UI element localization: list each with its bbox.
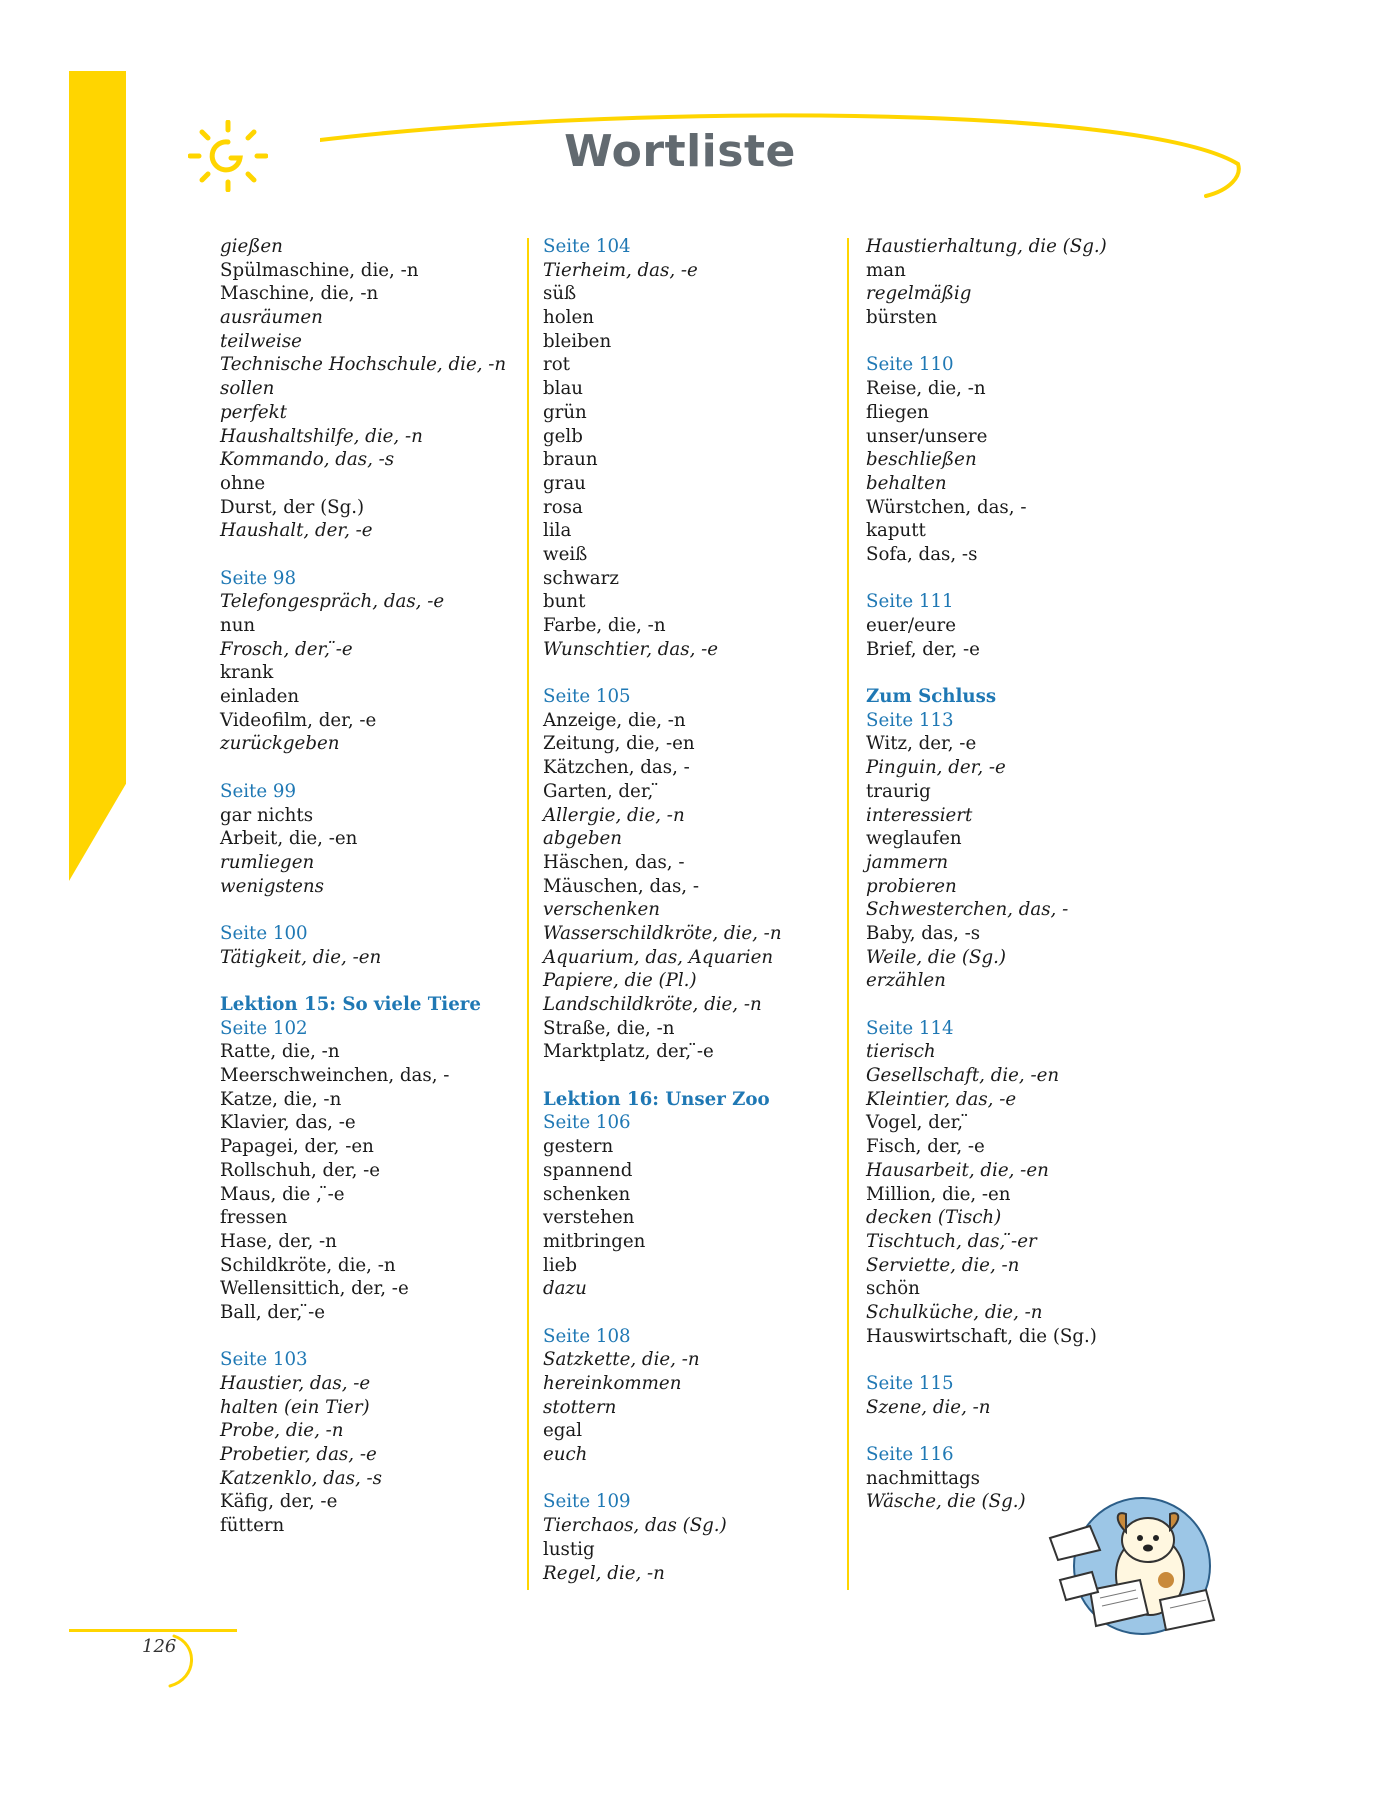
vocabulary-entry: Katze, die, -n xyxy=(220,1088,342,1110)
vocabulary-entry: Häschen, das, - xyxy=(543,851,685,873)
vocabulary-entry: traurig xyxy=(866,780,931,802)
word-section xyxy=(866,1372,1166,1419)
vocabulary-entry: bürsten xyxy=(866,307,938,329)
vocabulary-entry: Haushalt, der, -e xyxy=(220,520,373,542)
vocabulary-entry: abgeben xyxy=(543,828,623,850)
vocabulary-entry: weiß xyxy=(543,543,588,565)
vocabulary-entry: Hase, der, -n xyxy=(220,1230,337,1252)
vocabulary-entry: Katzenklo, das, -s xyxy=(220,1467,383,1489)
vocabulary-entry: unser/unsere xyxy=(866,425,988,447)
page-reference-heading: Seite 114 xyxy=(866,1017,954,1039)
page-reference-heading: Seite 103 xyxy=(220,1349,308,1371)
vocabulary-entry: süß xyxy=(543,283,577,305)
vocabulary-entry: behalten xyxy=(866,472,947,494)
vocabulary-entry: Szene, die, -n xyxy=(866,1396,991,1418)
vocabulary-entry: Wasserschildkröte, die, -n xyxy=(543,922,782,944)
dog-with-papers-illustration xyxy=(1030,1480,1230,1640)
page-number-swoosh xyxy=(168,1634,198,1688)
vocabulary-entry: Hauswirtschaft, die (Sg.) xyxy=(866,1325,1097,1347)
vocabulary-entry: lieb xyxy=(543,1254,578,1276)
vocabulary-entry: rot xyxy=(543,354,570,376)
vocabulary-entry: rosa xyxy=(543,496,583,518)
vocabulary-entry: lila xyxy=(543,520,572,542)
vocabulary-entry: Wunschtier, das, -e xyxy=(543,638,719,660)
page-number: 126 xyxy=(142,1636,177,1657)
vocabulary-entry: Reise, die, -n xyxy=(866,378,986,400)
vocabulary-entry: Witz, der, -e xyxy=(866,733,977,755)
vocabulary-entry: lustig xyxy=(543,1538,595,1560)
word-column-1 xyxy=(220,235,520,1562)
vocabulary-entry: füttern xyxy=(220,1515,285,1537)
sun-icon xyxy=(188,120,268,192)
vocabulary-entry: Probe, die, -n xyxy=(220,1420,344,1442)
vocabulary-entry: Zeitung, die, -en xyxy=(543,733,695,755)
word-section xyxy=(220,235,520,543)
vocabulary-entry: gestern xyxy=(543,1136,614,1158)
vocabulary-entry: Ball, der, ̈-e xyxy=(220,1301,325,1323)
vocabulary-entry: nun xyxy=(220,615,256,636)
vocabulary-entry: Farbe, die, -n xyxy=(543,615,666,636)
vocabulary-entry: erzählen xyxy=(866,970,946,992)
vocabulary-entry: Regel, die, -n xyxy=(543,1562,665,1584)
vocabulary-entry: schenken xyxy=(543,1183,631,1205)
page-reference-heading: Seite 98 xyxy=(220,567,297,589)
vocabulary-entry: Landschildkröte, die, -n xyxy=(543,994,762,1015)
vocabulary-entry: nachmittags xyxy=(866,1467,980,1489)
vocabulary-entry: Tätigkeit, die, -en xyxy=(220,946,382,968)
page-reference-heading: Seite 111 xyxy=(866,591,954,613)
vocabulary-entry: holen xyxy=(543,307,594,329)
vocabulary-entry: perfekt xyxy=(220,401,287,423)
vocabulary-entry: probieren xyxy=(866,875,957,897)
vocabulary-entry: schön xyxy=(866,1278,920,1300)
vocabulary-entry: Papiere, die (Pl.) xyxy=(543,970,697,992)
vocabulary-entry: bleiben xyxy=(543,330,612,352)
vocabulary-entry: wenigstens xyxy=(220,875,324,897)
vocabulary-entry: beschließen xyxy=(866,449,977,471)
vocabulary-entry: verstehen xyxy=(543,1207,635,1229)
yellow-side-band xyxy=(69,71,126,881)
vocabulary-entry: Schulküche, die, -n xyxy=(866,1301,1043,1323)
word-section xyxy=(543,235,843,661)
word-section xyxy=(220,567,520,757)
page-reference-heading: Seite 99 xyxy=(220,780,297,802)
vocabulary-entry: hereinkommen xyxy=(543,1373,682,1394)
page-reference-heading: Seite 116 xyxy=(866,1444,954,1466)
vocabulary-entry: mitbringen xyxy=(543,1230,646,1252)
vocabulary-entry: ohne xyxy=(220,472,266,494)
vocabulary-entry: blau xyxy=(543,378,584,400)
vocabulary-entry: bunt xyxy=(543,591,586,613)
vocabulary-entry: Wellensittich, der, -e xyxy=(220,1278,409,1300)
vocabulary-entry: gar nichts xyxy=(220,804,314,826)
vocabulary-entry: braun xyxy=(543,449,598,471)
vocabulary-entry: egal xyxy=(543,1420,583,1442)
vocabulary-entry: rumliegen xyxy=(220,851,315,873)
vocabulary-entry: grau xyxy=(543,472,586,494)
vocabulary-entry: decken (Tisch) xyxy=(866,1207,1002,1229)
page-reference-heading: Seite 108 xyxy=(543,1325,631,1347)
vocabulary-entry: Telefongespräch, das, -e xyxy=(220,591,445,613)
vocabulary-entry: Straße, die, -n xyxy=(543,1017,675,1039)
vocabulary-entry: schwarz xyxy=(543,567,619,589)
vocabulary-entry: einladen xyxy=(220,686,300,708)
column-divider xyxy=(527,238,529,1590)
vocabulary-entry: Videofilm, der, -e xyxy=(220,709,377,731)
vocabulary-entry: Durst, der (Sg.) xyxy=(220,496,365,518)
vocabulary-entry: Million, die, -en xyxy=(866,1183,1011,1205)
lesson-heading: Lektion 15: So viele Tiere xyxy=(220,994,481,1015)
vocabulary-entry: Schildkröte, die, -n xyxy=(220,1254,396,1276)
word-section xyxy=(543,1490,843,1585)
vocabulary-entry: Kommando, das, -s xyxy=(220,449,395,471)
vocabulary-entry: ausräumen xyxy=(220,307,323,329)
vocabulary-entry: sollen xyxy=(220,378,275,400)
vocabulary-entry: Vogel, der, ̈ xyxy=(866,1112,969,1134)
vocabulary-entry: Aquarium, das, Aquarien xyxy=(543,946,774,968)
page-reference-heading: Seite 105 xyxy=(543,686,631,708)
word-section xyxy=(543,1325,843,1467)
vocabulary-entry: stottern xyxy=(543,1396,617,1418)
vocabulary-entry: weglaufen xyxy=(866,828,962,850)
vocabulary-entry: Käfig, der, -e xyxy=(220,1491,338,1513)
vocabulary-entry: Frosch, der, ̈-e xyxy=(220,638,353,660)
vocabulary-entry: Haustierhaltung, die (Sg.) xyxy=(866,236,1107,257)
word-section xyxy=(866,1017,1166,1349)
vocabulary-entry: teilweise xyxy=(220,330,302,352)
page-reference-heading: Seite 102 xyxy=(220,1017,308,1039)
vocabulary-entry: man xyxy=(866,259,906,281)
vocabulary-entry: fressen xyxy=(220,1207,288,1229)
page-title: Wortliste xyxy=(564,126,796,177)
vocabulary-entry: Würstchen, das, - xyxy=(866,496,1027,518)
page-reference-heading: Seite 100 xyxy=(220,922,308,944)
word-section xyxy=(543,1088,843,1301)
vocabulary-entry: Probetier, das, -e xyxy=(220,1444,377,1466)
lesson-heading: Lektion 16: Unser Zoo xyxy=(543,1088,770,1110)
vocabulary-entry: Mäuschen, das, - xyxy=(543,875,699,897)
vocabulary-entry: tierisch xyxy=(866,1041,936,1063)
vocabulary-entry: Pinguin, der, -e xyxy=(866,757,1006,779)
vocabulary-entry: Fisch, der, -e xyxy=(866,1136,985,1158)
vocabulary-entry: spannend xyxy=(543,1159,633,1181)
vocabulary-entry: fliegen xyxy=(866,401,929,423)
vocabulary-entry: Anzeige, die, -n xyxy=(543,709,686,731)
page-reference-heading: Seite 104 xyxy=(543,236,631,257)
vocabulary-entry: Wäsche, die (Sg.) xyxy=(866,1491,1026,1513)
vocabulary-entry: kaputt xyxy=(866,520,926,542)
vocabulary-entry: Baby, das, -s xyxy=(866,922,981,944)
vocabulary-entry: Haustier, das, -e xyxy=(220,1373,371,1394)
vocabulary-entry: Gesellschaft, die, -en xyxy=(866,1065,1060,1087)
vocabulary-entry: Tierchaos, das (Sg.) xyxy=(543,1515,727,1537)
page-reference-heading: Seite 115 xyxy=(866,1373,954,1394)
word-section xyxy=(543,685,843,1064)
vocabulary-entry: Allergie, die, -n xyxy=(543,804,685,826)
vocabulary-entry: Maus, die , ̈-e xyxy=(220,1183,345,1205)
word-section xyxy=(866,685,1166,993)
word-section xyxy=(220,1348,520,1538)
vocabulary-entry: verschenken xyxy=(543,899,660,921)
page-reference-heading: Seite 106 xyxy=(543,1112,631,1134)
word-column-3 xyxy=(866,235,1166,1538)
vocabulary-entry: halten (ein Tier) xyxy=(220,1396,370,1418)
vocabulary-entry: Hausarbeit, die, -en xyxy=(866,1159,1049,1181)
vocabulary-entry: Papagei, der, -en xyxy=(220,1136,374,1158)
vocabulary-entry: Technische Hochschule, die, -n xyxy=(220,354,507,376)
page-reference-heading: Seite 113 xyxy=(866,709,954,731)
page-reference-heading: Seite 109 xyxy=(543,1491,631,1513)
vocabulary-entry: Schwesterchen, das, - xyxy=(866,899,1069,921)
vocabulary-entry: Brief, der, -e xyxy=(866,638,980,660)
vocabulary-entry: jammern xyxy=(866,851,949,873)
word-section xyxy=(220,993,520,1325)
word-section xyxy=(866,353,1166,566)
vocabulary-entry: Kätzchen, das, - xyxy=(543,757,690,779)
vocabulary-entry: Kleintier, das, -e xyxy=(866,1088,1017,1110)
vocabulary-entry: Haushaltshilfe, die, -n xyxy=(220,425,423,447)
column-divider xyxy=(847,238,849,1590)
vocabulary-entry: Weile, die (Sg.) xyxy=(866,946,1007,968)
vocabulary-entry: interessiert xyxy=(866,804,973,826)
vocabulary-entry: gelb xyxy=(543,425,583,447)
vocabulary-entry: zurückgeben xyxy=(220,733,340,755)
vocabulary-entry: Klavier, das, -e xyxy=(220,1112,356,1134)
word-section xyxy=(866,235,1166,330)
vocabulary-entry: gießen xyxy=(220,236,283,257)
lesson-heading: Zum Schluss xyxy=(866,686,997,708)
vocabulary-entry: Spülmaschine, die, -n xyxy=(220,259,419,281)
vocabulary-entry: Arbeit, die, -en xyxy=(220,828,358,850)
vocabulary-entry: Garten, der, ̈ xyxy=(543,780,660,802)
vocabulary-entry: Tischtuch, das, ̈-er xyxy=(866,1230,1037,1252)
word-column-2 xyxy=(543,235,843,1609)
word-section xyxy=(220,780,520,898)
vocabulary-entry: Satzkette, die, -n xyxy=(543,1349,700,1371)
word-section xyxy=(220,922,520,969)
page-reference-heading: Seite 110 xyxy=(866,354,954,376)
vocabulary-entry: dazu xyxy=(543,1278,587,1300)
footer-rule xyxy=(69,1629,237,1632)
word-section xyxy=(866,590,1166,661)
vocabulary-entry: Serviette, die, -n xyxy=(866,1254,1020,1276)
vocabulary-entry: Sofa, das, -s xyxy=(866,543,978,565)
vocabulary-entry: euer/eure xyxy=(866,615,956,636)
vocabulary-entry: Meerschweinchen, das, - xyxy=(220,1065,450,1087)
vocabulary-entry: Tierheim, das, -e xyxy=(543,259,698,281)
vocabulary-entry: regelmäßig xyxy=(866,283,972,305)
vocabulary-entry: Marktplatz, der, ̈-e xyxy=(543,1041,714,1063)
vocabulary-entry: krank xyxy=(220,662,274,684)
vocabulary-entry: Ratte, die, -n xyxy=(220,1041,340,1063)
vocabulary-entry: Maschine, die, -n xyxy=(220,283,379,305)
vocabulary-entry: grün xyxy=(543,401,587,423)
vocabulary-entry: euch xyxy=(543,1444,588,1466)
vocabulary-entry: Rollschuh, der, -e xyxy=(220,1159,381,1181)
